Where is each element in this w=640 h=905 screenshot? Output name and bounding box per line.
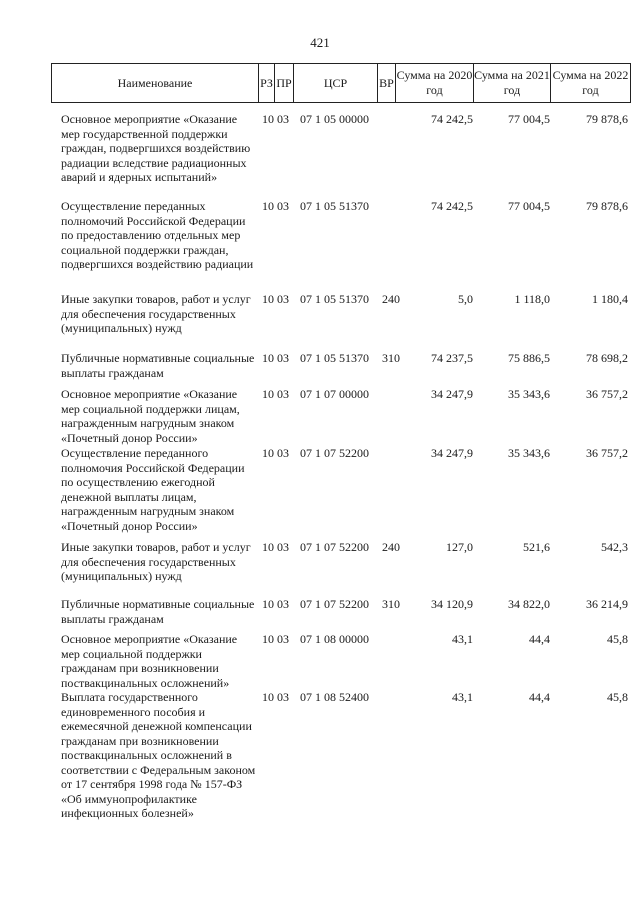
row-sum-2021: 44,4 [529, 690, 550, 704]
row-sum-2022: 1 180,4 [592, 292, 628, 306]
row-sum-2022: 36 757,2 [586, 446, 628, 460]
row-sum-2020: 127,0 [446, 540, 473, 554]
row-pr: 03 [277, 597, 289, 611]
row-csr: 07 1 05 51370 [300, 199, 369, 213]
row-rz: 10 [262, 597, 274, 611]
row-pr: 03 [277, 446, 289, 460]
row-sum-2022: 79 878,6 [586, 199, 628, 213]
row-rz: 10 [262, 632, 274, 646]
row-sum-2020: 5,0 [458, 292, 473, 306]
row-sum-2021: 34 822,0 [508, 597, 550, 611]
row-name: Основное мероприятие «Оказание мер социальной поддержки лицам, награжденным нагрудным знаком «Почетный донор России» [61, 387, 240, 445]
row-vr: 240 [382, 292, 400, 306]
column-header-pr: ПР [274, 64, 293, 102]
row-sum-2020: 34 120,9 [431, 597, 473, 611]
row-name: Осуществление переданных полномочий Российской Федерации по предоставлению отдельных мер социальной поддержки граждан, подвергшихся воздействию радиации [61, 199, 254, 271]
row-csr: 07 1 05 00000 [300, 112, 369, 126]
row-sum-2020: 34 247,9 [431, 387, 473, 401]
row-sum-2021: 35 343,6 [508, 387, 550, 401]
row-rz: 10 [262, 690, 274, 704]
row-sum-2020: 74 237,5 [431, 351, 473, 365]
row-name: Выплата государственного единовременного пособия и ежемесячной денежной компенсации гражданам при возникновении поствакцинальных осложнений в соответствии с Федеральным законом от 17 сентября 1998 года № 157-ФЗ «Об иммунопрофилактике инфекционных болезней» [61, 690, 256, 820]
row-sum-2021: 44,4 [529, 632, 550, 646]
row-sum-2022: 45,8 [607, 632, 628, 646]
row-sum-2021: 1 118,0 [514, 292, 550, 306]
row-csr: 07 1 07 52200 [300, 540, 369, 554]
row-pr: 03 [277, 351, 289, 365]
row-name: Иные закупки товаров, работ и услуг для обеспечения государственных (муниципальных) нужд [61, 292, 251, 335]
row-pr: 03 [277, 292, 289, 306]
row-csr: 07 1 05 51370 [300, 292, 369, 306]
column-header-sum-2020: Сумма на 2020 год [395, 64, 473, 102]
row-rz: 10 [262, 387, 274, 401]
row-rz: 10 [262, 540, 274, 554]
row-pr: 03 [277, 112, 289, 126]
row-sum-2022: 542,3 [601, 540, 628, 554]
table-header [51, 63, 631, 103]
row-rz: 10 [262, 199, 274, 213]
row-name: Основное мероприятие «Оказание мер социальной поддержки гражданам при возникновении поствакцинальных осложнений» [61, 632, 238, 690]
row-sum-2021: 75 886,5 [508, 351, 550, 365]
row-vr: 240 [382, 540, 400, 554]
row-sum-2020: 43,1 [452, 632, 473, 646]
row-sum-2021: 521,6 [523, 540, 550, 554]
row-sum-2021: 77 004,5 [508, 112, 550, 126]
row-vr: 310 [382, 597, 400, 611]
row-sum-2020: 74 242,5 [431, 199, 473, 213]
row-name: Основное мероприятие «Оказание мер государственной поддержки граждан, подвергшихся воздействию радиации вследствие радиационных аварий и ядерных испытаний» [61, 112, 251, 184]
page-number: 421 [310, 35, 330, 50]
row-pr: 03 [277, 690, 289, 704]
row-csr: 07 1 08 00000 [300, 632, 369, 646]
row-rz: 10 [262, 351, 274, 365]
column-header-rz: РЗ [258, 64, 274, 102]
row-name: Осуществление переданного полномочия Российской Федерации по осуществлению ежегодной денежной выплаты лицам, награжденным нагрудным знаком «Почетный донор России» [61, 446, 245, 533]
row-name: Публичные нормативные социальные выплаты гражданам [61, 597, 255, 626]
row-pr: 03 [277, 632, 289, 646]
row-rz: 10 [262, 292, 274, 306]
column-header-sum-2021: Сумма на 2021 год [473, 64, 550, 102]
row-sum-2022: 79 878,6 [586, 112, 628, 126]
row-vr: 310 [382, 351, 400, 365]
row-rz: 10 [262, 112, 274, 126]
row-csr: 07 1 08 52400 [300, 690, 369, 704]
row-csr: 07 1 05 51370 [300, 351, 369, 365]
row-pr: 03 [277, 387, 289, 401]
column-header-vr: ВР [377, 64, 395, 102]
row-sum-2021: 35 343,6 [508, 446, 550, 460]
row-name: Публичные нормативные социальные выплаты гражданам [61, 351, 255, 380]
row-sum-2022: 78 698,2 [586, 351, 628, 365]
row-sum-2022: 36 214,9 [586, 597, 628, 611]
column-header-csr: ЦСР [293, 64, 377, 102]
row-sum-2020: 43,1 [452, 690, 473, 704]
row-csr: 07 1 07 52200 [300, 446, 369, 460]
row-sum-2022: 45,8 [607, 690, 628, 704]
row-sum-2021: 77 004,5 [508, 199, 550, 213]
row-name: Иные закупки товаров, работ и услуг для обеспечения государственных (муниципальных) нужд [61, 540, 251, 583]
row-pr: 03 [277, 540, 289, 554]
column-header-sum-2022: Сумма на 2022 год [550, 64, 630, 102]
row-sum-2022: 36 757,2 [586, 387, 628, 401]
row-sum-2020: 34 247,9 [431, 446, 473, 460]
row-pr: 03 [277, 199, 289, 213]
row-csr: 07 1 07 00000 [300, 387, 369, 401]
row-csr: 07 1 07 52200 [300, 597, 369, 611]
column-header-name: Наименование [117, 75, 193, 90]
row-rz: 10 [262, 446, 274, 460]
row-sum-2020: 74 242,5 [431, 112, 473, 126]
